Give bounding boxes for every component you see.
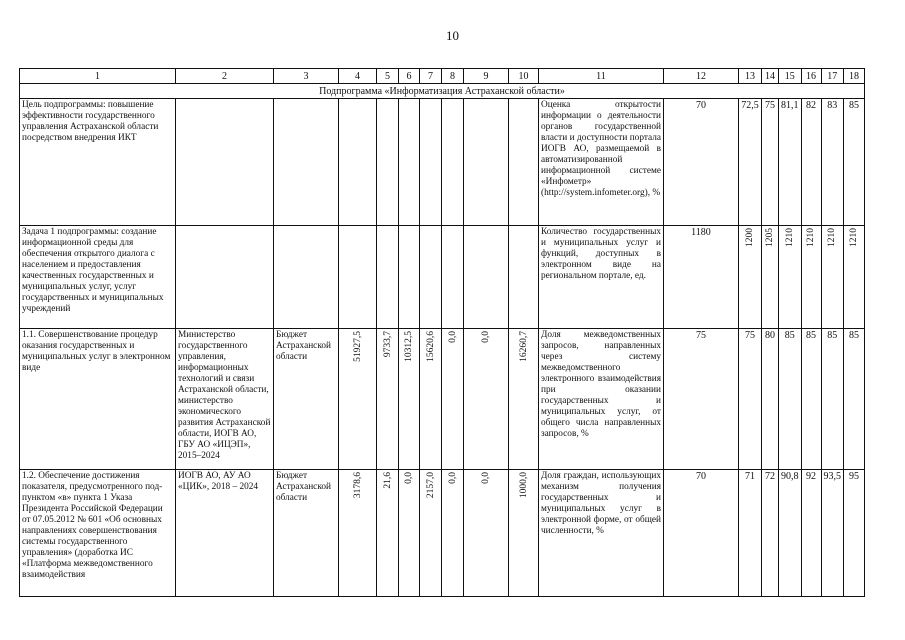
- table-cell: [274, 226, 339, 329]
- indicator-value-cell: [779, 226, 802, 329]
- column-header: 2: [176, 69, 274, 84]
- indicator-value-cell: [739, 226, 762, 329]
- table-cell: [509, 226, 539, 329]
- table-row: [20, 329, 865, 470]
- column-header: 4: [339, 69, 377, 84]
- funding-year-cell: [509, 470, 539, 597]
- table-cell: [176, 226, 274, 329]
- indicator-value: 1205: [765, 228, 775, 247]
- indicator-description: Доля межведомственных запросов, направленных через систему межведомственного электронного взаимодействия при оказании государственных и муниципальных услуг, от общего числа направленных запросов, %: [539, 329, 664, 470]
- indicator-value: 71: [739, 470, 762, 597]
- task-description: Задача 1 подпрограммы: создание информационной среды для обеспечения открытого диалога с населением и предоставления качественных государственных и муниципальных услуг, услуг государственных и муниципальных учреждений: [20, 226, 176, 329]
- funding-value: 15620,6: [425, 331, 436, 362]
- funding-year-cell: [420, 329, 442, 470]
- funding-year-cell: [464, 470, 509, 597]
- table-cell: [442, 99, 464, 226]
- funding-value: 1000,0: [518, 472, 529, 499]
- indicator-value: 95: [844, 470, 865, 597]
- goal-description: Цель подпрограммы: повышение эффективности государственного управления Астраханской области посредством внедрения ИКТ: [20, 99, 176, 226]
- indicator-value-cell: [762, 226, 779, 329]
- funding-year-cell: [399, 470, 420, 597]
- subprogram-row: [20, 84, 865, 99]
- column-header: 5: [377, 69, 399, 84]
- table-cell: [420, 99, 442, 226]
- funding-year-cell: [420, 470, 442, 597]
- column-header: 13: [739, 69, 762, 84]
- column-header: 11: [539, 69, 664, 84]
- indicator-value-cell: [821, 226, 844, 329]
- funding-value: 51927,5: [352, 331, 363, 362]
- indicator-value-cell: [844, 226, 865, 329]
- indicator-value: 72: [762, 470, 779, 597]
- indicator-value: 75: [664, 329, 739, 470]
- subprogram-title: Подпрограмма «Информатизация Астраханской области»: [20, 84, 865, 99]
- column-header: 15: [779, 69, 802, 84]
- indicator-description: Оценка открытости информации о деятельности органов государственной власти и доступности портала ИОГВ АО, размещаемой в автоматизированной информационной системе «Инфометр» (http://system.infometer.org), %: [539, 99, 664, 226]
- indicator-value: 1210: [849, 228, 859, 247]
- indicator-value: 85: [801, 329, 821, 470]
- indicator-value: 90,8: [779, 470, 802, 597]
- column-header: 14: [762, 69, 779, 84]
- column-header: 18: [844, 69, 865, 84]
- table-row: [20, 99, 865, 226]
- column-header: 10: [509, 69, 539, 84]
- funding-year-cell: [377, 470, 399, 597]
- indicator-value: 75: [762, 99, 779, 226]
- funding-value: 21,6: [382, 472, 393, 489]
- funding-value: 2157,0: [425, 472, 436, 499]
- table-cell: [464, 226, 509, 329]
- funding-total-cell: [339, 329, 377, 470]
- column-header: 8: [442, 69, 464, 84]
- indicator-value: 92: [801, 470, 821, 597]
- executor-cell: Министерство государственного управления, информационных технологий и связи Астраханской области, министерство экономического развития Астраханской области, ИОГВ АО, ГБУ АО «ИЦЭП», 2015–2024: [176, 329, 274, 470]
- indicator-value: 75: [739, 329, 762, 470]
- funding-value: 16260,7: [518, 331, 529, 362]
- measure-description: 1.1. Совершенствование процедур оказания государственных и муниципальных услуг в электронном виде: [20, 329, 176, 470]
- funding-year-cell: [442, 470, 464, 597]
- table-cell: [377, 99, 399, 226]
- funding-year-cell: [509, 329, 539, 470]
- table-row: [20, 470, 865, 597]
- column-header: 12: [664, 69, 739, 84]
- funding-value: 0,0: [447, 331, 458, 343]
- table-cell: [399, 226, 420, 329]
- funding-source-cell: Бюджет Астраханской области: [274, 470, 339, 597]
- executor-cell: ИОГВ АО, АУ АО «ЦИК», 2018 – 2024: [176, 470, 274, 597]
- column-header: 6: [399, 69, 420, 84]
- table-cell: [464, 99, 509, 226]
- funding-year-cell: [442, 329, 464, 470]
- indicator-value: 1210: [784, 228, 795, 247]
- column-header: 16: [801, 69, 821, 84]
- indicator-value: 85: [844, 329, 865, 470]
- table-cell: [377, 226, 399, 329]
- indicator-value-cell: [801, 226, 821, 329]
- indicator-description: Количество государственных и муниципальных услуг и функций, доступных в электронном виде на региональном портале, ед.: [539, 226, 664, 329]
- column-header: 9: [464, 69, 509, 84]
- funding-source-cell: Бюджет Астраханской области: [274, 329, 339, 470]
- table-cell: [339, 226, 377, 329]
- indicator-value: 72,5: [739, 99, 762, 226]
- indicators-table: [19, 68, 865, 597]
- funding-value: 0,0: [447, 472, 458, 484]
- indicator-value: 80: [762, 329, 779, 470]
- column-header: 7: [420, 69, 442, 84]
- funding-total-cell: [339, 470, 377, 597]
- indicator-value: 85: [844, 99, 865, 226]
- page-number: 10: [446, 28, 459, 43]
- indicator-value: 1200: [745, 228, 755, 247]
- indicator-value: 70: [664, 470, 739, 597]
- funding-value: 0,0: [481, 472, 491, 484]
- indicator-description: Доля граждан, использующих механизм получения государственных и муниципальных услуг в электронной форме, от общей численности, %: [539, 470, 664, 597]
- measure-description: 1.2. Обеспечение достижения показателя, предусмотренного под-пунктом «в» пункта 1 Указа Президента Российской Федерации от 07.05.2012 № 601 «Об основных направлениях совершенствования системы государственного управления» (доработка ИС «Платформа межведомственного взаимодействия: [20, 470, 176, 597]
- funding-value: 9733,7: [382, 331, 393, 358]
- funding-value: 0,0: [404, 472, 414, 484]
- table-cell: [509, 99, 539, 226]
- column-header: 3: [274, 69, 339, 84]
- table-cell: [274, 99, 339, 226]
- funding-value: 0,0: [481, 331, 491, 343]
- table-row: [20, 226, 865, 329]
- indicator-value: 82: [801, 99, 821, 226]
- table-cell: [399, 99, 420, 226]
- funding-value: 10312,5: [404, 331, 414, 362]
- column-header: 17: [821, 69, 844, 84]
- column-header: 1: [20, 69, 176, 84]
- table-cell: [442, 226, 464, 329]
- table-cell: [339, 99, 377, 226]
- funding-year-cell: [399, 329, 420, 470]
- funding-year-cell: [464, 329, 509, 470]
- indicator-value: 1210: [827, 228, 838, 247]
- indicator-value: 85: [779, 329, 802, 470]
- table-cell: [176, 99, 274, 226]
- indicator-value: 85: [821, 329, 844, 470]
- indicator-value: 93,5: [821, 470, 844, 597]
- indicator-value: 70: [664, 99, 739, 226]
- indicator-value: 1180: [664, 226, 739, 329]
- funding-value: 3178,6: [352, 472, 363, 499]
- table-cell: [420, 226, 442, 329]
- indicator-value: 83: [821, 99, 844, 226]
- column-number-row: [20, 69, 865, 84]
- indicator-value: 1210: [806, 228, 816, 247]
- funding-year-cell: [377, 329, 399, 470]
- indicator-value: 81,1: [779, 99, 802, 226]
